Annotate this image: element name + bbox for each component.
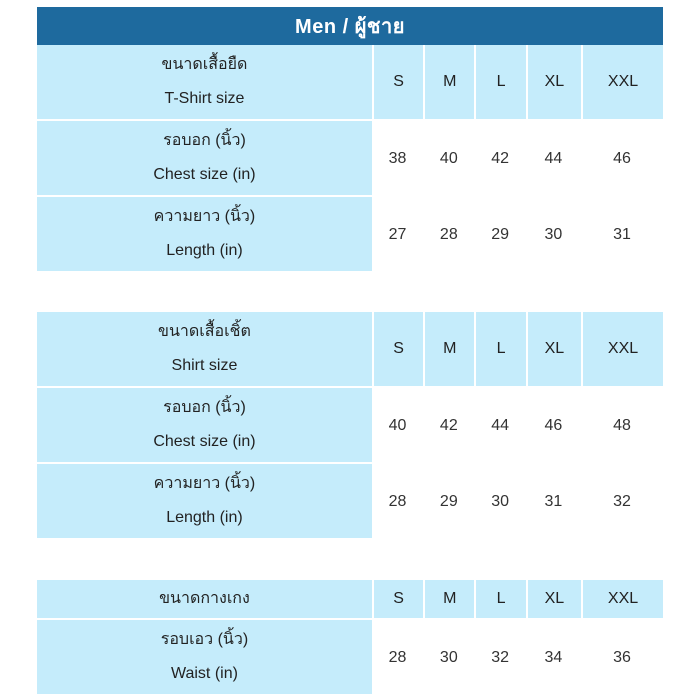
size-header-m: M — [423, 312, 474, 388]
value-cell: 31 — [581, 197, 663, 273]
length-label-th: ความยาว (นิ้ว) — [153, 475, 256, 492]
waist-size-label-th: รอบเอว (นิ้ว) — [160, 631, 249, 648]
chest-size-label — [37, 388, 372, 464]
size-header-l: L — [474, 312, 525, 388]
size-header-l: L — [474, 45, 525, 121]
value-cell: 34 — [526, 620, 581, 696]
tshirt-size-label-en: T-Shirt size — [164, 90, 245, 107]
table-row — [37, 388, 663, 464]
value-cell: 28 — [423, 197, 474, 273]
table-header-row — [37, 580, 663, 620]
value-cell: 30 — [423, 620, 474, 696]
length-label — [37, 197, 372, 273]
chest-size-label-th: รอบอก (นิ้ว) — [163, 132, 246, 149]
tshirt-size-label — [37, 45, 372, 121]
shirt-size-table — [37, 312, 663, 540]
size-header-m: M — [423, 580, 474, 620]
length-label-th: ความยาว (นิ้ว) — [153, 208, 256, 225]
size-header-xxl: XXL — [581, 580, 663, 620]
value-cell: 32 — [474, 620, 525, 696]
size-header-s: S — [372, 580, 423, 620]
table-row — [37, 121, 663, 197]
table-header-row — [37, 45, 663, 121]
value-cell: 28 — [372, 464, 423, 540]
value-cell: 29 — [474, 197, 525, 273]
shirt-size-label — [37, 312, 372, 388]
table-row — [37, 197, 663, 273]
tshirt-size-label-th: ขนาดเสื้อยืด — [161, 56, 248, 73]
value-cell: 36 — [581, 620, 663, 696]
chest-size-label-en: Chest size (in) — [153, 433, 256, 450]
size-header-m: M — [423, 45, 474, 121]
size-header-l: L — [474, 580, 525, 620]
size-header-xl: XL — [526, 45, 581, 121]
shirt-size-label-th: ขนาดเสื้อเชิ้ต — [158, 323, 251, 340]
size-header-xxl: XXL — [581, 45, 663, 121]
value-cell: 32 — [581, 464, 663, 540]
waist-size-label-en: Waist (in) — [170, 665, 238, 682]
table-header-row — [37, 312, 663, 388]
size-header-xxl: XXL — [581, 312, 663, 388]
value-cell: 40 — [372, 388, 423, 464]
pants-size-label-th: ขนาดกางเกง — [159, 590, 250, 607]
table-row — [37, 620, 663, 696]
pants-size-table — [37, 580, 663, 696]
length-label-en: Length (in) — [166, 509, 243, 526]
length-label-en: Length (in) — [166, 242, 243, 259]
value-cell: 27 — [372, 197, 423, 273]
value-cell: 46 — [581, 121, 663, 197]
tshirt-size-table — [37, 45, 663, 273]
chest-size-label — [37, 121, 372, 197]
value-cell: 31 — [526, 464, 581, 540]
size-header-s: S — [372, 312, 423, 388]
length-label — [37, 464, 372, 540]
value-cell: 46 — [526, 388, 581, 464]
value-cell: 42 — [474, 121, 525, 197]
shirt-size-label-en: Shirt size — [171, 357, 238, 374]
table-row — [37, 464, 663, 540]
value-cell: 29 — [423, 464, 474, 540]
size-header-xl: XL — [526, 312, 581, 388]
value-cell: 42 — [423, 388, 474, 464]
size-header-xl: XL — [526, 580, 581, 620]
size-header-s: S — [372, 45, 423, 121]
value-cell: 38 — [372, 121, 423, 197]
value-cell: 48 — [581, 388, 663, 464]
chest-size-label-th: รอบอก (นิ้ว) — [163, 399, 246, 416]
value-cell: 44 — [526, 121, 581, 197]
value-cell: 28 — [372, 620, 423, 696]
value-cell: 44 — [474, 388, 525, 464]
value-cell: 40 — [423, 121, 474, 197]
waist-size-label — [37, 620, 372, 696]
value-cell: 30 — [474, 464, 525, 540]
value-cell: 30 — [526, 197, 581, 273]
header-title: Men / ผู้ชาย — [37, 7, 663, 45]
pants-size-label — [37, 580, 372, 620]
chest-size-label-en: Chest size (in) — [153, 166, 256, 183]
